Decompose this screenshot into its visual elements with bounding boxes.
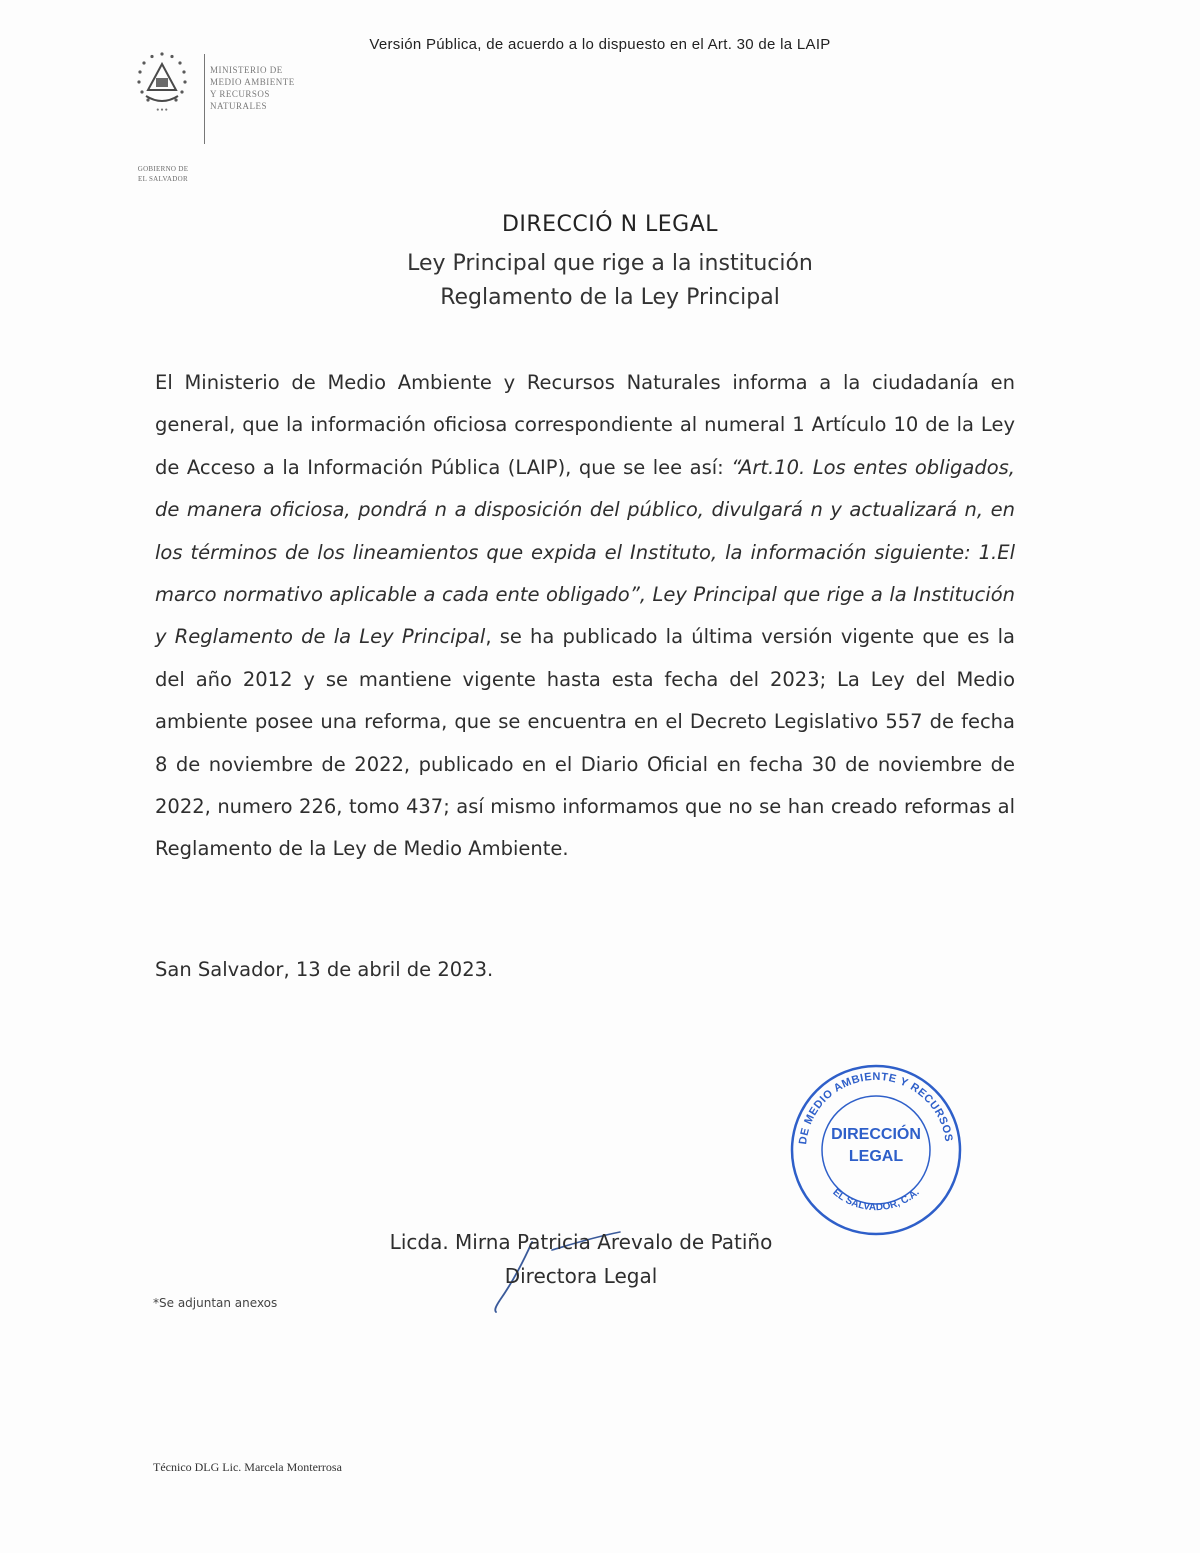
stamp-ring-text: DE MEDIO AMBIENTE Y RECURSOS <box>797 1070 955 1146</box>
ministry-label <box>210 64 330 112</box>
stamp-bottom-text: EL SALVADOR, C.A. <box>830 1186 922 1214</box>
gov-label-line: EL SALVADOR <box>138 175 188 183</box>
body-text-intro: El Ministerio de Medio Ambiente y Recursos Naturales informa a la ciudadanía en general, que la información oficiosa correspondiente al numeral 1 Artículo 10 de la Ley de Acceso a la Información Pública (LAIP), que se lee así: <box>155 371 1015 479</box>
ministry-label-line: NATURALES <box>210 101 268 111</box>
signer-role: Directora Legal <box>504 1264 658 1288</box>
technician-credit: Técnico DLG Lic. Marcela Monterrosa <box>153 1460 342 1474</box>
document-subtitle-regulation: Reglamento de la Ley Principal <box>440 285 780 310</box>
signer-name: Licda. Mirna Patricia Arevalo de Patiño <box>389 1230 773 1254</box>
government-logo <box>128 50 328 183</box>
ministry-label-line: MEDIO AMBIENTE <box>210 77 295 87</box>
svg-text:● ● ●: ● ● ● <box>156 108 168 112</box>
ministry-label-line: Y RECURSOS <box>210 89 270 99</box>
government-label <box>128 164 198 184</box>
stamp-center-line: LEGAL <box>848 1148 904 1165</box>
body-paragraph <box>155 362 1015 871</box>
document-title: DIRECCIÓ N LEGAL <box>501 212 719 237</box>
place-and-date: San Salvador, 13 de abril de 2023. <box>155 958 494 981</box>
body-text-conclusion: , se ha publicado la última versión vigente que es la del año 2012 y se mantiene vigente hasta esta fecha del 2023; La Ley del Medio ambiente posee una reforma, que se encuentra en el Decreto Legislativo 557 de fecha 8 de noviembre de 2022, publicado en el Diario Oficial en fecha 30 de noviembre de 2022, numero 226, tomo 437; así mismo informamos que no se han creado reformas al Reglamento de la Ley de Medio Ambiente. <box>155 625 1015 861</box>
gov-label-line: GOBIERNO DE <box>137 165 189 173</box>
heading-block <box>0 212 1200 315</box>
stamp-center-line: DIRECCIÓN <box>831 1126 921 1143</box>
ministry-label-line: MINISTERIO DE <box>210 65 283 75</box>
annex-note: *Se adjuntan anexos <box>153 1296 278 1310</box>
stamp-center-text <box>788 1124 964 1168</box>
public-version-banner: Versión Pública, de acuerdo a lo dispuesto en el Art. 30 de la LAIP <box>369 36 831 53</box>
official-stamp <box>788 1062 964 1238</box>
body-text-quote: “Art.10. Los entes obligados, de manera oficiosa, pondrá n a disposición del público, divulgará n y actualizará n, en los términos de los lineamientos que expida el Instituto, la información siguiente: 1.El marco normativo aplicable a cada ente obligado”, Ley Principal que rige a la Institución y Reglamento de la Ley Principal <box>155 455 1015 649</box>
document-subtitle-law: Ley Principal que rige a la institución <box>407 251 813 276</box>
national-seal-icon <box>132 50 192 112</box>
logo-divider <box>204 54 205 144</box>
